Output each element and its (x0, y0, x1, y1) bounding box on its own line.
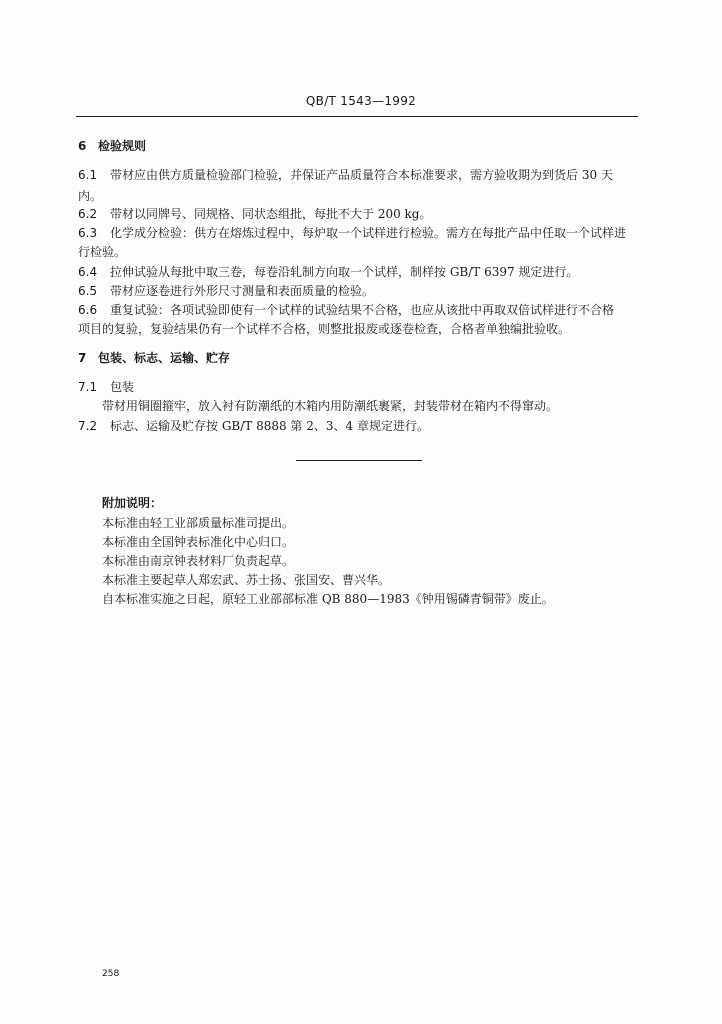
clause-number: 7.1 (78, 380, 98, 394)
clause-6-1-continued: 内。 (78, 189, 103, 203)
clause-6-6-continued: 项目的复验，复验结果仍有一个试样不合格，则整批报废或逐卷检查，合格者单独编批验收。 (78, 322, 571, 336)
note-line: 本标准由轻工业部质量标准司提出。 (102, 516, 295, 530)
note-line: 本标准主要起草人郑宏武、苏士扬、张国安、曹兴华。 (102, 573, 391, 587)
clause-6-4 (78, 264, 578, 280)
section-end-rule (296, 460, 422, 461)
header-rule (76, 116, 638, 117)
section-6-heading (78, 138, 146, 154)
clause-6-3-continued: 行检验。 (78, 245, 127, 259)
clause-text: 重复试验：各项试验即使有一个试样的试验结果不合格，也应从该批中再取双倍试样进行不合格 (110, 303, 615, 317)
section-title: 包装、标志、运输、贮存 (98, 351, 231, 365)
section-number: 6 (78, 139, 87, 153)
notes-title: 附加说明： (102, 496, 163, 510)
clause-7-2 (78, 418, 429, 434)
clause-number: 6.4 (78, 265, 98, 279)
clause-number: 6.2 (78, 207, 98, 221)
clause-text: 带材以同牌号、同规格、同状态组批，每批不大于 200 kg。 (110, 207, 432, 221)
section-7-heading (78, 350, 230, 366)
page-number: 258 (102, 969, 120, 979)
clause-number: 6.6 (78, 303, 98, 317)
clause-number: 6.1 (78, 168, 98, 182)
clause-number: 6.5 (78, 284, 98, 298)
clause-6-5 (78, 283, 374, 299)
clause-text: 带材应由供方质量检验部门检验，并保证产品质量符合本标准要求，需方验收期为到货后 30 天 (110, 168, 613, 182)
clause-6-6 (78, 302, 614, 318)
clause-text: 标志、运输及贮存按 GB/T 8888 第 2、3、4 章规定进行。 (110, 419, 429, 433)
clause-6-3 (78, 225, 626, 241)
document-header: QB/T 1543—1992 (305, 94, 417, 108)
note-line: 自本标准实施之日起，原轻工业部部标准 QB 880—1983《钟用锡磷青铜带》废止。 (102, 592, 554, 606)
clause-number: 6.3 (78, 226, 98, 240)
clause-text: 化学成分检验：供方在熔炼过程中，每炉取一个试样进行检验。需方在每批产品中任取一个试样进 (110, 226, 627, 240)
clause-7-1-body: 带材用铜圈箍牢，放入衬有防潮纸的木箱内用防潮纸裹紧，封装带材在箱内不得窜动。 (102, 399, 559, 413)
clause-text: 带材应逐卷进行外形尺寸测量和表面质量的检验。 (110, 284, 375, 298)
clause-6-1 (78, 167, 613, 183)
clause-text: 拉伸试验从每批中取三卷，每卷沿轧制方向取一个试样，制样按 GB/T 6397 规定进行。 (110, 265, 579, 279)
note-line: 本标准由南京钟表材料厂负责起草。 (102, 554, 295, 568)
section-number: 7 (78, 351, 87, 365)
clause-title: 包装 (110, 380, 135, 394)
section-title: 检验规则 (98, 139, 147, 153)
clause-7-1 (78, 379, 134, 395)
clause-number: 7.2 (78, 419, 98, 433)
note-line: 本标准由全国钟表标准化中心归口。 (102, 535, 295, 549)
clause-6-2 (78, 206, 432, 222)
